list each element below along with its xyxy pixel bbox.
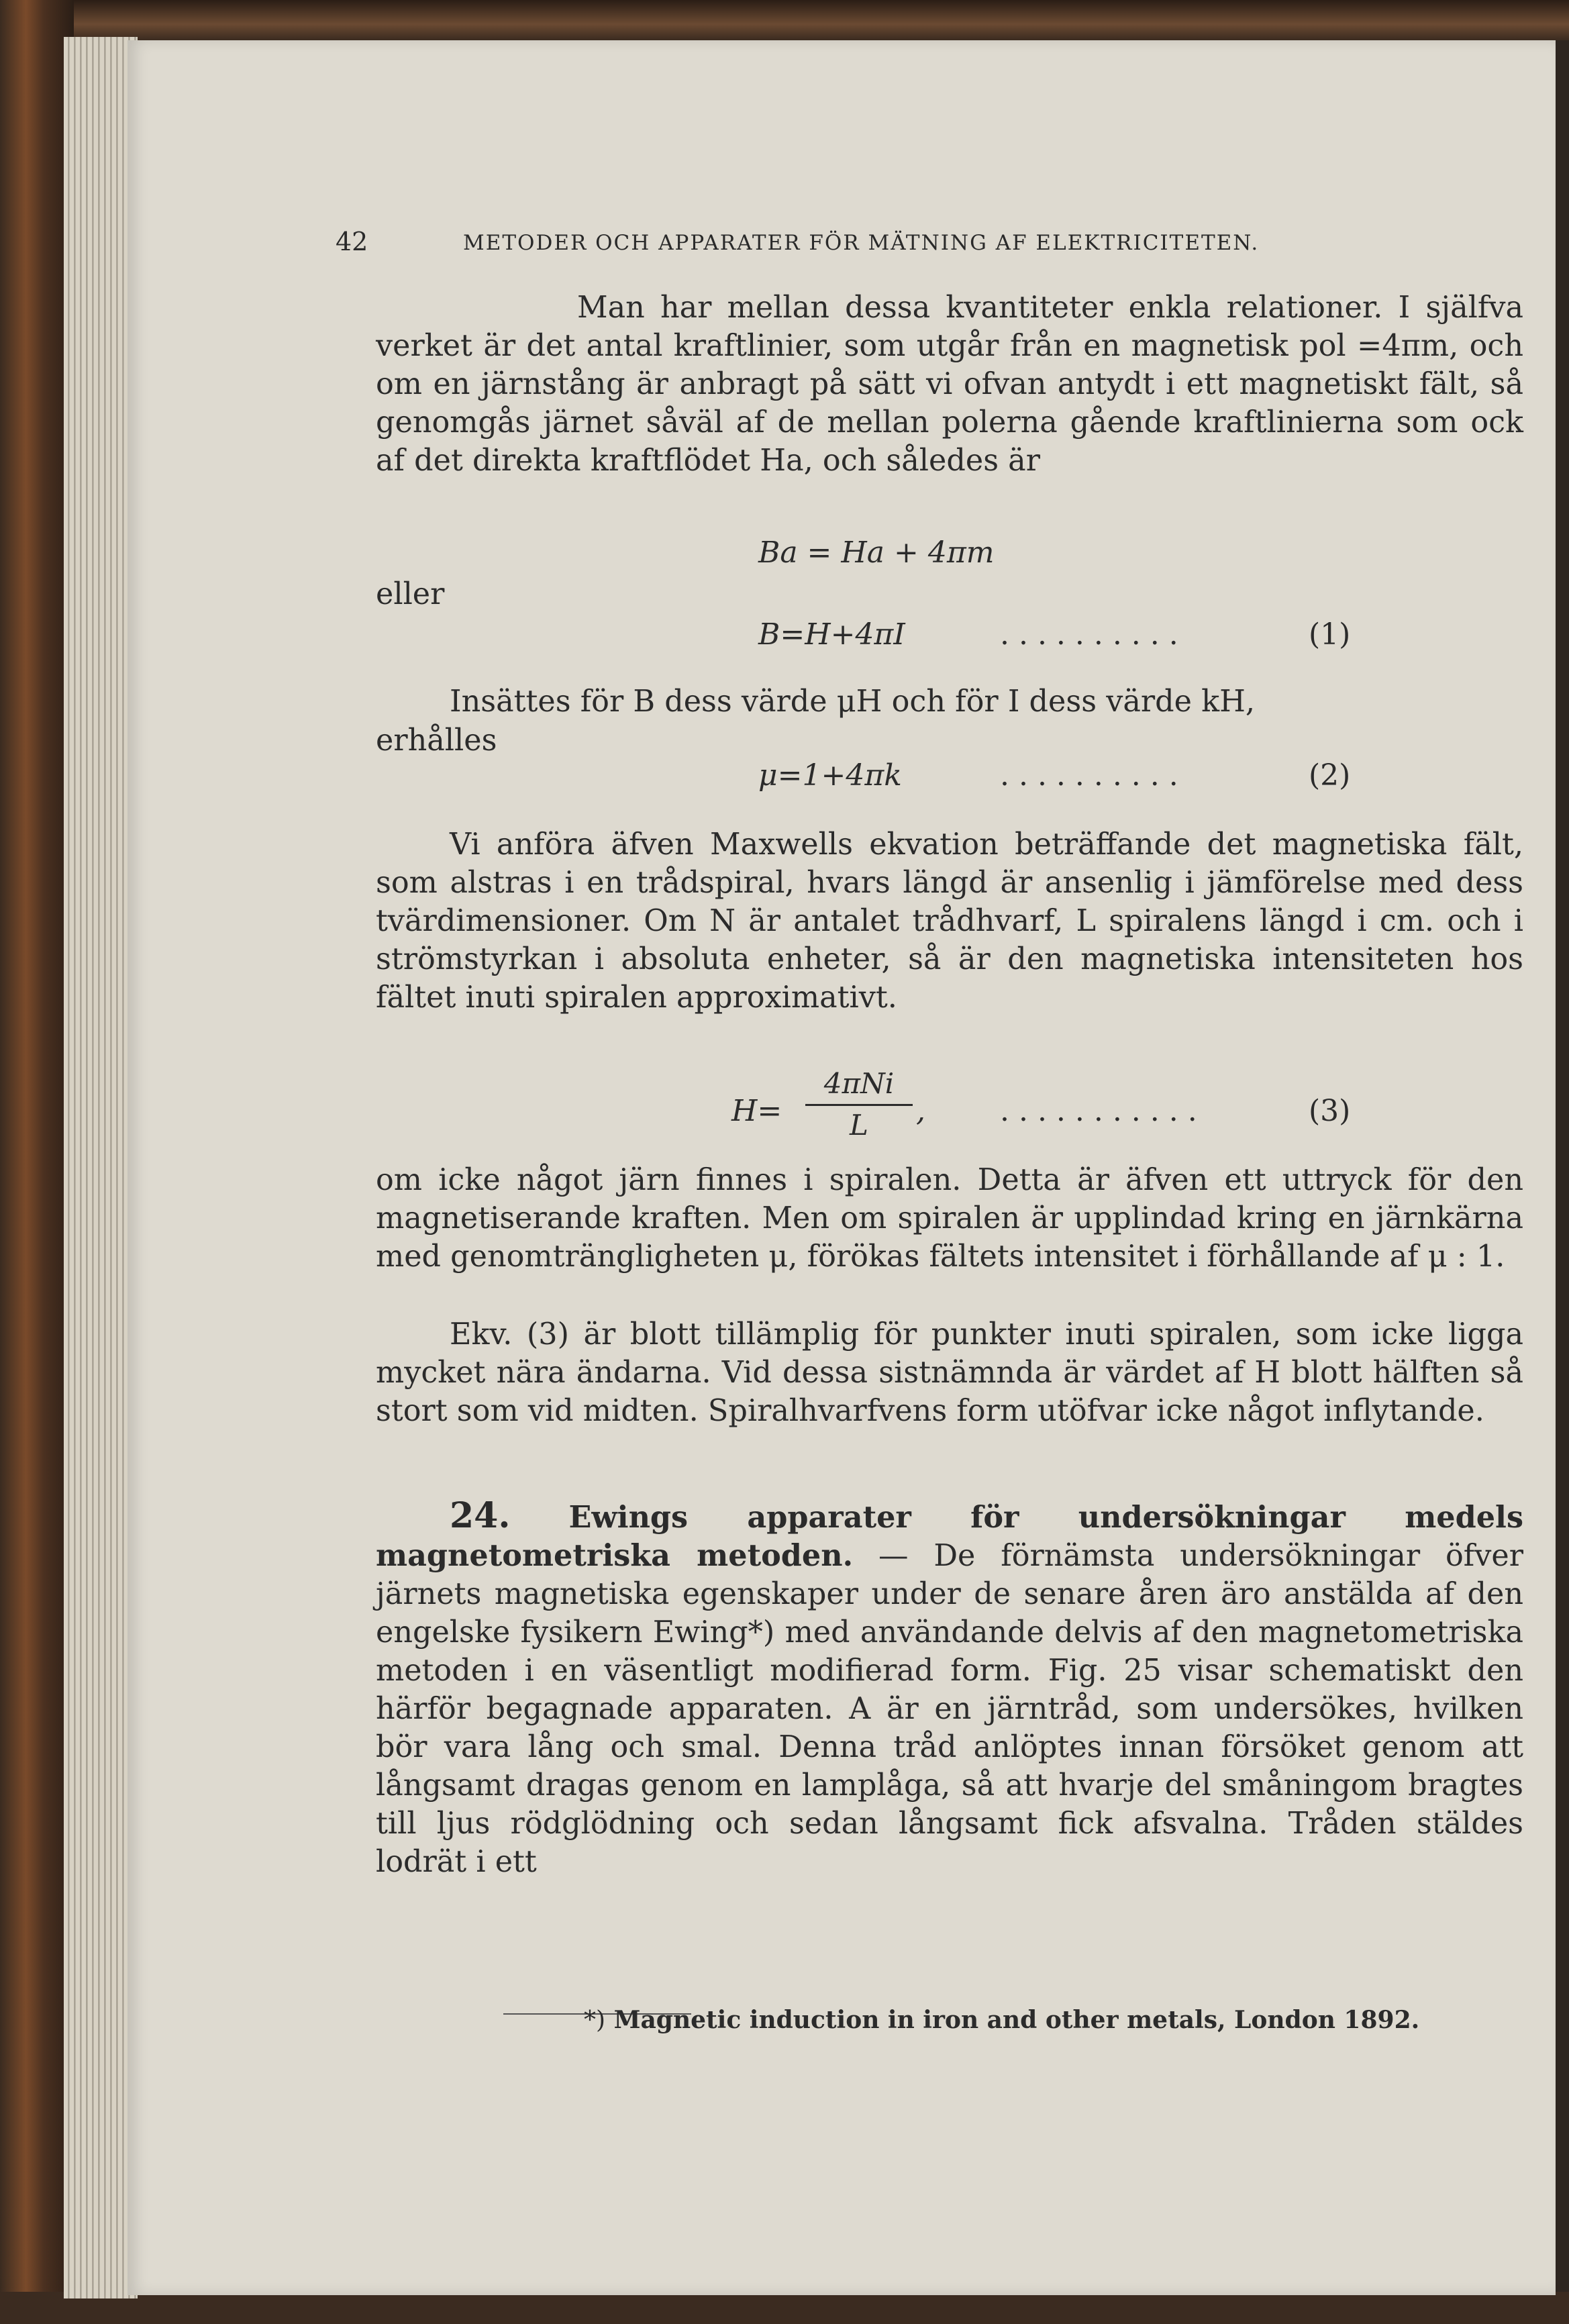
paragraph-icke-jarn: om icke något järn finnes i spiralen. Detta är äfven ett uttryck för den magnetiserande kraften. Men om spiralen är upplindad kring en järnkärna med genomträngligheten μ, förökas fältets intensitet i förhållande af μ : 1. [376, 1163, 1523, 1274]
equation-3-denominator: L [850, 1109, 868, 1142]
book-cover-spine [0, 0, 74, 2324]
equation-1: B=H+4πI [758, 617, 905, 652]
section-title: Ewings apparater för undersökningar medels magnetometriska metoden. [376, 1500, 1523, 1573]
footnote-marker: *) [584, 2007, 606, 2034]
equation-3-comma: , [916, 1094, 925, 1128]
book-cover-top [0, 0, 1569, 40]
paragraph-insattes-line1: Insättes för B dess värde μH och för I dess värde kH, [450, 685, 1256, 719]
equation-3-numerator: 4πNi [823, 1067, 895, 1100]
footnote [584, 2000, 1419, 2041]
paragraph-ekv3: Ekv. (3) är blott tillämplig för punkter inuti spiralen, som icke ligga mycket nära ändarna. Vid dessa sistnämnda är värdet af H blott hälften så stort som vid midten. Spiralhvarfvens form utöfvar icke något inflytande. [376, 1317, 1523, 1428]
equation-2-leader: . . . . . . . . . . [1000, 758, 1178, 793]
paragraph-maxwell: Vi anföra äfven Maxwells ekvation beträffande det magnetiska fält, som alstras i en trådspiral, hvars längd är ansenlig i jämförelse med dess tvärdimensioner. Om N är antalet trådhvarf, L spiralens längd i cm. och i strömstyrkan i absoluta enheter, så är den magnetiska intensiteten hos fältet inuti spiralen approximativt. [376, 827, 1523, 1015]
footnote-text: Magnetic induction in iron and other metals, London 1892. [613, 2006, 1420, 2034]
paragraph-insattes-line2: erhålles [376, 723, 497, 758]
book-page [128, 40, 1556, 2295]
running-header [128, 227, 1556, 260]
equation-3-leader: . . . . . . . . . . . [1000, 1094, 1197, 1128]
paragraph-relations: Man har mellan dessa kvantiteter enkla relationer. I själfva verket är det antal kraftlinier, som utgår från en magnetisk pol =4πm, och om en järnstång är anbragt på sätt vi ofvan antydt i ett magnetiskt fält, så genomgås järnet såväl af de mellan polerna gående kraftlinierna som ock af det direkta kraftflödet Ha, och således är [376, 291, 1523, 478]
book-cover-bottom [0, 2292, 1569, 2324]
page-number: 42 [336, 227, 368, 256]
running-title: METODER OCH APPARATER FÖR MÄTNING AF ELEKTRICITETEN. [463, 231, 1260, 255]
equation-ba: Ba = Ha + 4πm [758, 536, 995, 570]
section-24 [376, 1497, 1523, 1881]
equation-3-lhs: H= [731, 1094, 782, 1128]
section-body: — De förnämsta undersökningar öfver järnets magnetiska egenskaper under de senare åren äro anstälda af den engelske fysikern Ewing*) med användande delvis af den magnetometriska metoden i en väsentligt modifierad form. Fig. 25 visar schematiskt den härför begagnade apparaten. A är en järntråd, som undersökes, hvilken bör vara lång och smal. Denna tråd anlöptes innan försöket genom att långsamt dragas genom en lamplåga, så att hvarje del småningom bragtes till ljus rödglödning och sedan långsamt fick afsvalna. Tråden stäldes lodrät i ett [376, 1539, 1523, 1879]
equation-3-number: (3) [1309, 1094, 1351, 1128]
equation-1-number: (1) [1309, 617, 1351, 652]
page-edges [64, 37, 138, 2298]
equation-2: μ=1+4πk [758, 758, 902, 793]
equation-3-fraction-bar [805, 1104, 913, 1106]
equation-1-leader: . . . . . . . . . . [1000, 617, 1178, 652]
equation-2-number: (2) [1309, 758, 1351, 793]
section-number: 24. [450, 1495, 511, 1536]
word-eller: eller [376, 577, 445, 611]
